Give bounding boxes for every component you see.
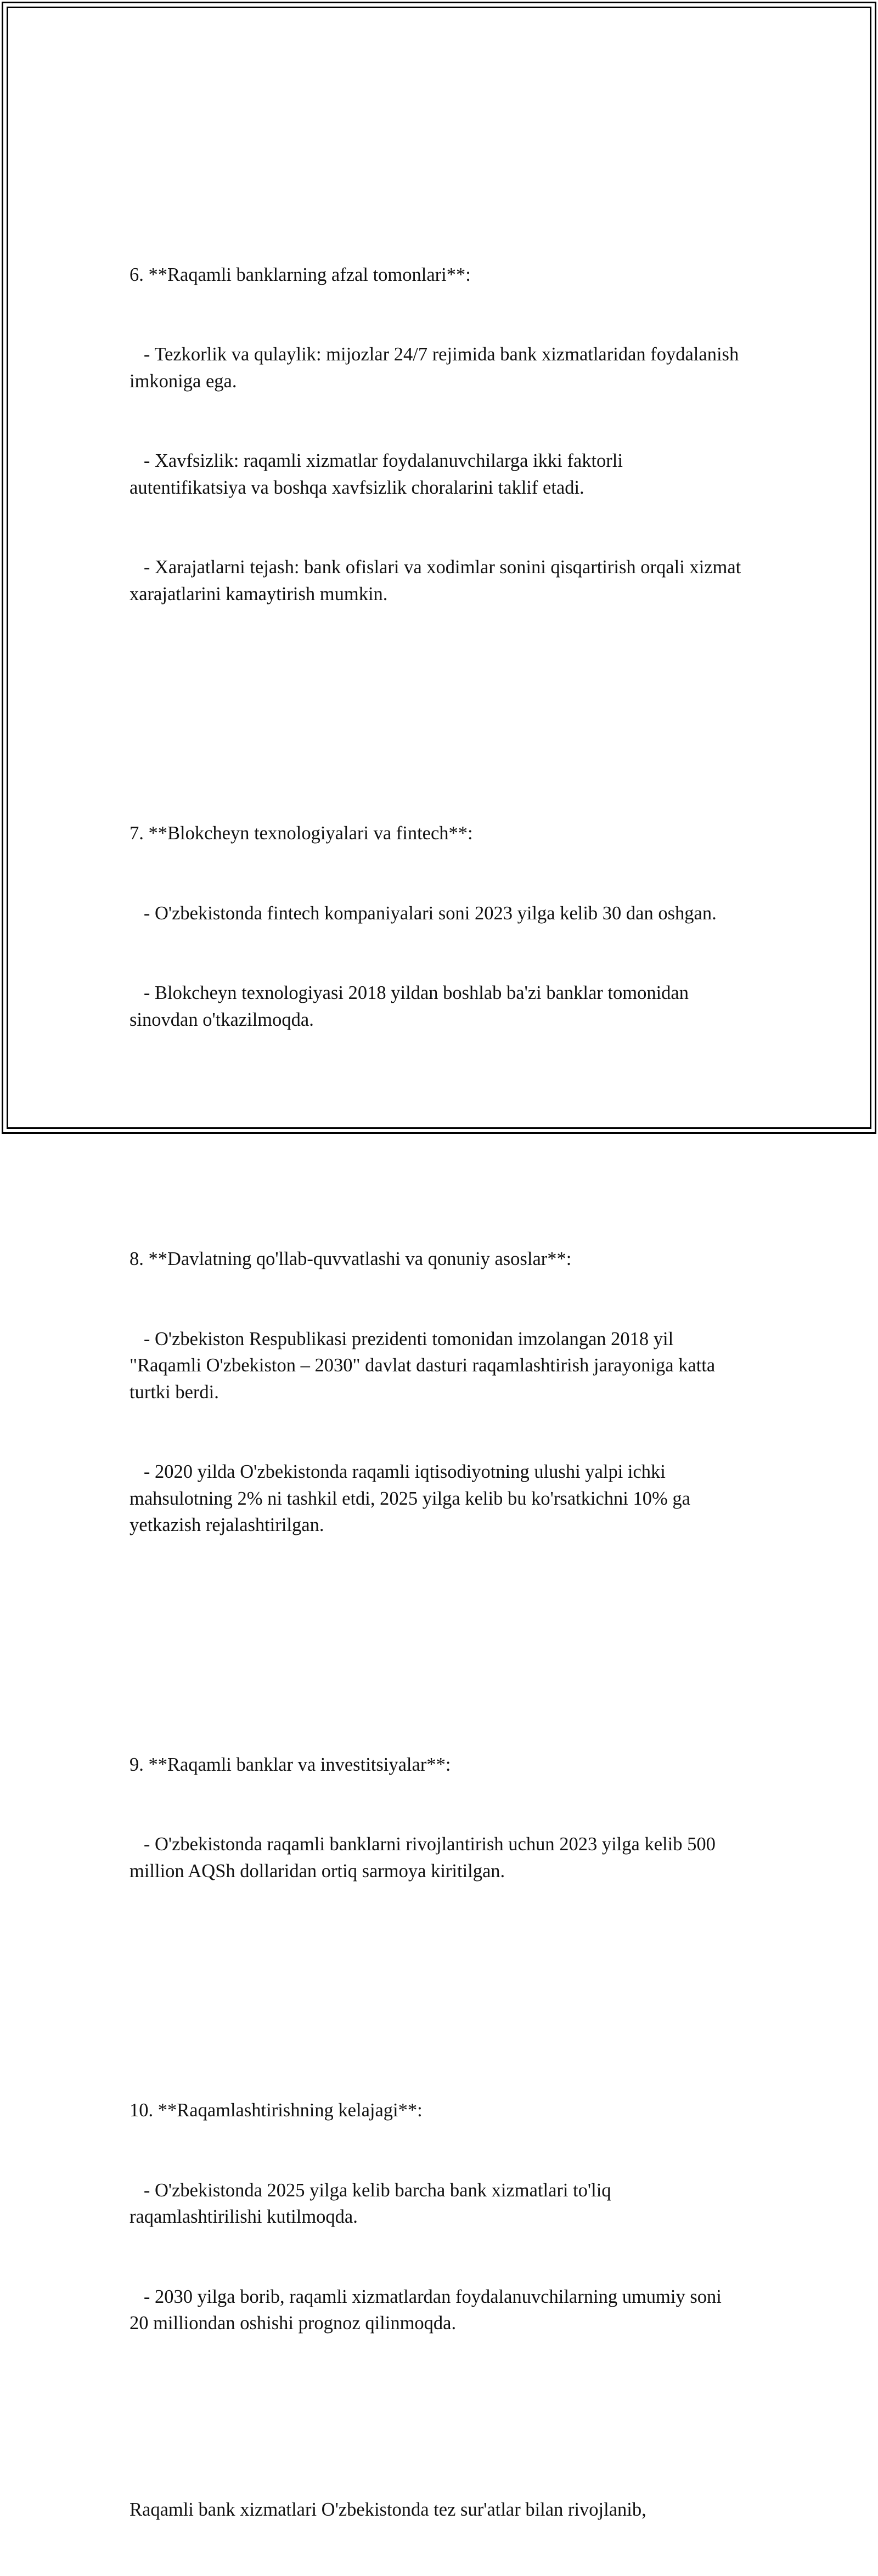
- section-10: [130, 2044, 744, 2390]
- section-6: [130, 208, 744, 661]
- section-heading: 8. **Davlatning qo'llab-quvvatlashi va qonuniy asoslar**:: [130, 1249, 572, 1269]
- bullet-item: - Xarajatlarni tejash: bank ofislari va xodimlar sonini qisqartirish orqali xizmat xarajatlarini kamaytirish mumkin.: [130, 557, 746, 605]
- section-9: [130, 1698, 744, 1938]
- document-body: [130, 128, 744, 2576]
- bullet-item: - Blokcheyn texnologiyasi 2018 yildan boshlab ba'zi banklar tomonidan sinovdan o'tkazilmoqda.: [130, 982, 694, 1030]
- bullet-item: - O'zbekistonda fintech kompaniyalari soni 2023 yilga kelib 30 dan oshgan.: [130, 902, 717, 924]
- bullet-item: - Tezkorlik va qulaylik: mijozlar 24/7 rejimida bank xizmatlaridan foydalanish imkoniga ega.: [130, 344, 744, 392]
- bullet-item: - O'zbekistonda 2025 yilga kelib barcha bank xizmatlari to'liq raqamlashtirilishi kutilmoqda.: [130, 2179, 616, 2227]
- bullet-item: - O'zbekiston Respublikasi prezidenti tomonidan imzolangan 2018 yil "Raqamli O'zbekiston – 2030" davlat dasturi raqamlashtirish jarayoniga katta turtki berdi.: [130, 1328, 720, 1403]
- section-heading: 6. **Raqamli banklarning afzal tomonlari**:: [130, 264, 471, 285]
- bullet-item: - 2020 yilda O'zbekistonda raqamli iqtisodiyotning ulushi yalpi ichki mahsulotning 2% ni tashkil etdi, 2025 yilga kelib bu ko'rsatkichni 10% ga yetkazish rejalashtirilgan.: [130, 1461, 695, 1535]
- bullet-item: - Xavfsizlik: raqamli xizmatlar foydalanuvchilarga ikki faktorli autentifikatsiya va boshqa xavfsizlik choralarini taklif etadi.: [130, 450, 628, 498]
- section-heading: 9. **Raqamli banklar va investitsiyalar**:: [130, 1754, 451, 1775]
- bullet-item: - 2030 yilga borib, raqamli xizmatlardan foydalanuvchilarning umumiy soni 20 milliondan oshishi prognoz qilinmoqda.: [130, 2286, 727, 2334]
- bullet-item: - O'zbekistonda raqamli banklarni rivojlantirish uchun 2023 yilga kelib 500 million AQSh dollaridan ortiq sarmoya kiritilgan.: [130, 1834, 721, 1882]
- section-heading: 7. **Blokcheyn texnologiyalari va fintech**:: [130, 823, 473, 844]
- section-8: [130, 1193, 744, 1592]
- closing-paragraph: Raqamli bank xizmatlari O'zbekistonda tez sur'atlar bilan rivojlanib,: [130, 2499, 646, 2520]
- section-heading: 10. **Raqamlashtirishning kelajagi**:: [130, 2100, 423, 2121]
- section-7: [130, 767, 744, 1086]
